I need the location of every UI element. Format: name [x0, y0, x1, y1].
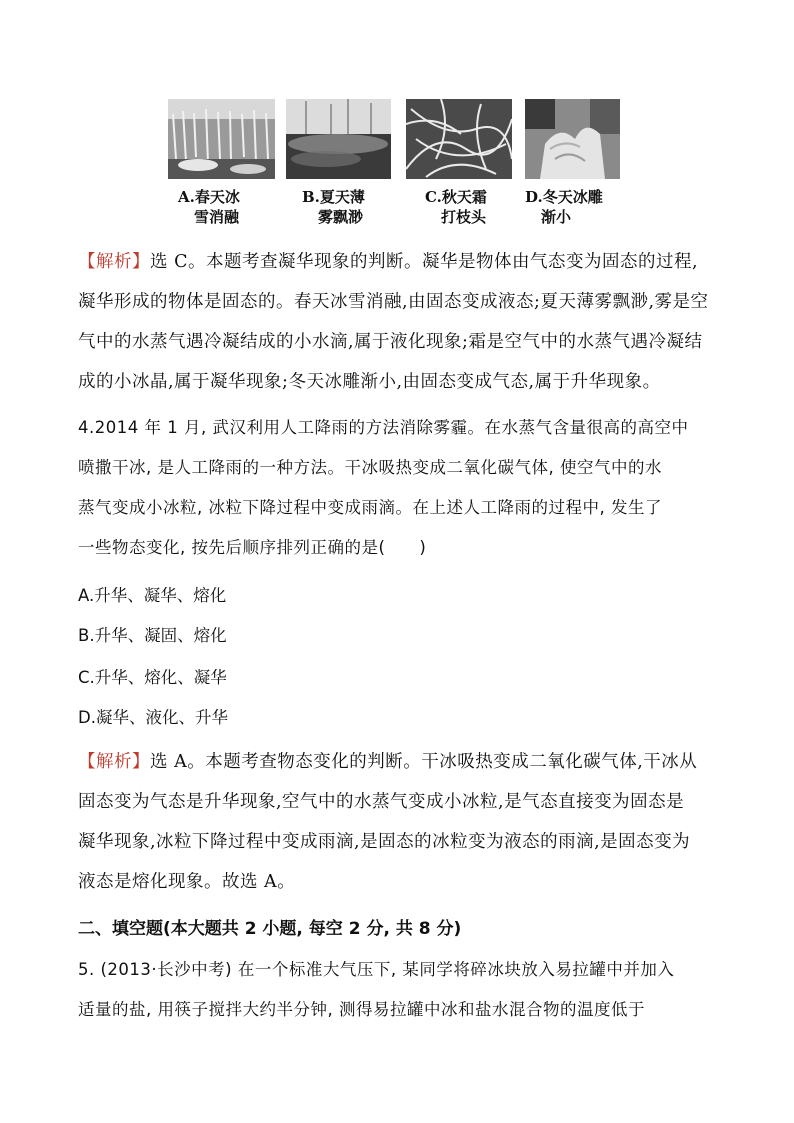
analysis-2-tag: 【解析】 [78, 752, 150, 772]
question-4-line-4: 一些物态变化, 按先后顺序排列正确的是( ) [78, 538, 427, 557]
option-b: B.升华、凝固、熔化 [78, 626, 227, 645]
question-5 [78, 950, 728, 1030]
caption-c [425, 187, 487, 227]
caption-a-line2: 雪消融 [194, 208, 240, 226]
analysis-1-tag: 【解析】 [78, 252, 150, 272]
caption-b-line2: 雾飘渺 [318, 208, 364, 226]
caption-d-line1: D.冬天冰雕 [525, 188, 603, 206]
caption-a [178, 187, 240, 227]
photo-frost-branches [406, 99, 512, 179]
question-5-line-2: 适量的盐, 用筷子搅拌大约半分钟, 测得易拉罐中冰和盐水混合物的温度低于 [78, 1000, 645, 1019]
section-heading: 二、填空题(本大题共 2 小题, 每空 2 分, 共 8 分) [78, 919, 462, 939]
caption-c-line2: 打枝头 [441, 208, 487, 226]
option-c: C.升华、熔化、凝华 [78, 668, 227, 687]
analysis-1-line-2: 凝华形成的物体是固态的。春天冰雪消融,由固态变成液态;夏天薄雾飘渺,雾是空 [78, 292, 709, 312]
analysis-1 [78, 242, 728, 402]
analysis-2 [78, 742, 728, 902]
option-d: D.凝华、液化、升华 [78, 708, 228, 727]
photo-thin-fog [286, 99, 391, 179]
caption-b [302, 187, 365, 227]
question-4-line-3: 蒸气变成小冰粒, 冰粒下降过程中变成雨滴。在上述人工降雨的过程中, 发生了 [78, 498, 662, 517]
question-4-line-1: 4.2014 年 1 月, 武汉利用人工降雨的方法消除雾霾。在水蒸气含量很高的高空中 [78, 418, 689, 437]
caption-d-line2: 渐小 [541, 208, 572, 226]
photo-ice-sculpture [525, 99, 620, 179]
caption-b-line1: B.夏天薄 [302, 188, 365, 206]
analysis-2-line-3: 凝华现象,冰粒下降过程中变成雨滴,是固态的冰粒变为液态的雨滴,是固态变为 [78, 832, 691, 852]
figure-photos [0, 99, 794, 229]
analysis-1-line-4: 成的小冰晶,属于凝华现象;冬天冰雕渐小,由固态变成气态,属于升华现象。 [78, 372, 661, 392]
photo-ice-melting [168, 99, 275, 179]
analysis-2-line-4: 液态是熔化现象。故选 A。 [78, 872, 296, 892]
caption-c-line1: C.秋天霜 [425, 188, 487, 206]
caption-a-line1: A.春天冰 [178, 188, 240, 206]
analysis-1-line-1: 【解析】选 C。本题考查凝华现象的判断。凝华是物体由气态变为固态的过程, [78, 252, 699, 272]
question-5-line-1: 5. (2013·长沙中考) 在一个标准大气压下, 某同学将碎冰块放入易拉罐中并加入 [78, 960, 675, 979]
question-4-line-2: 喷撒干冰, 是人工降雨的一种方法。干冰吸热变成二氧化碳气体, 使空气中的水 [78, 458, 662, 477]
analysis-2-line-1: 【解析】选 A。本题考查物态变化的判断。干冰吸热变成二氧化碳气体,干冰从 [78, 752, 698, 772]
analysis-2-line-2: 固态变为气态是升华现象,空气中的水蒸气变成小冰粒,是气态直接变为固态是 [78, 792, 685, 812]
analysis-1-line-3: 气中的水蒸气遇冷凝结成的小水滴,属于液化现象;霜是空气中的水蒸气遇冷凝结 [78, 332, 703, 352]
question-4 [78, 408, 728, 568]
caption-d [525, 187, 603, 227]
option-a: A.升华、凝华、熔化 [78, 586, 227, 605]
